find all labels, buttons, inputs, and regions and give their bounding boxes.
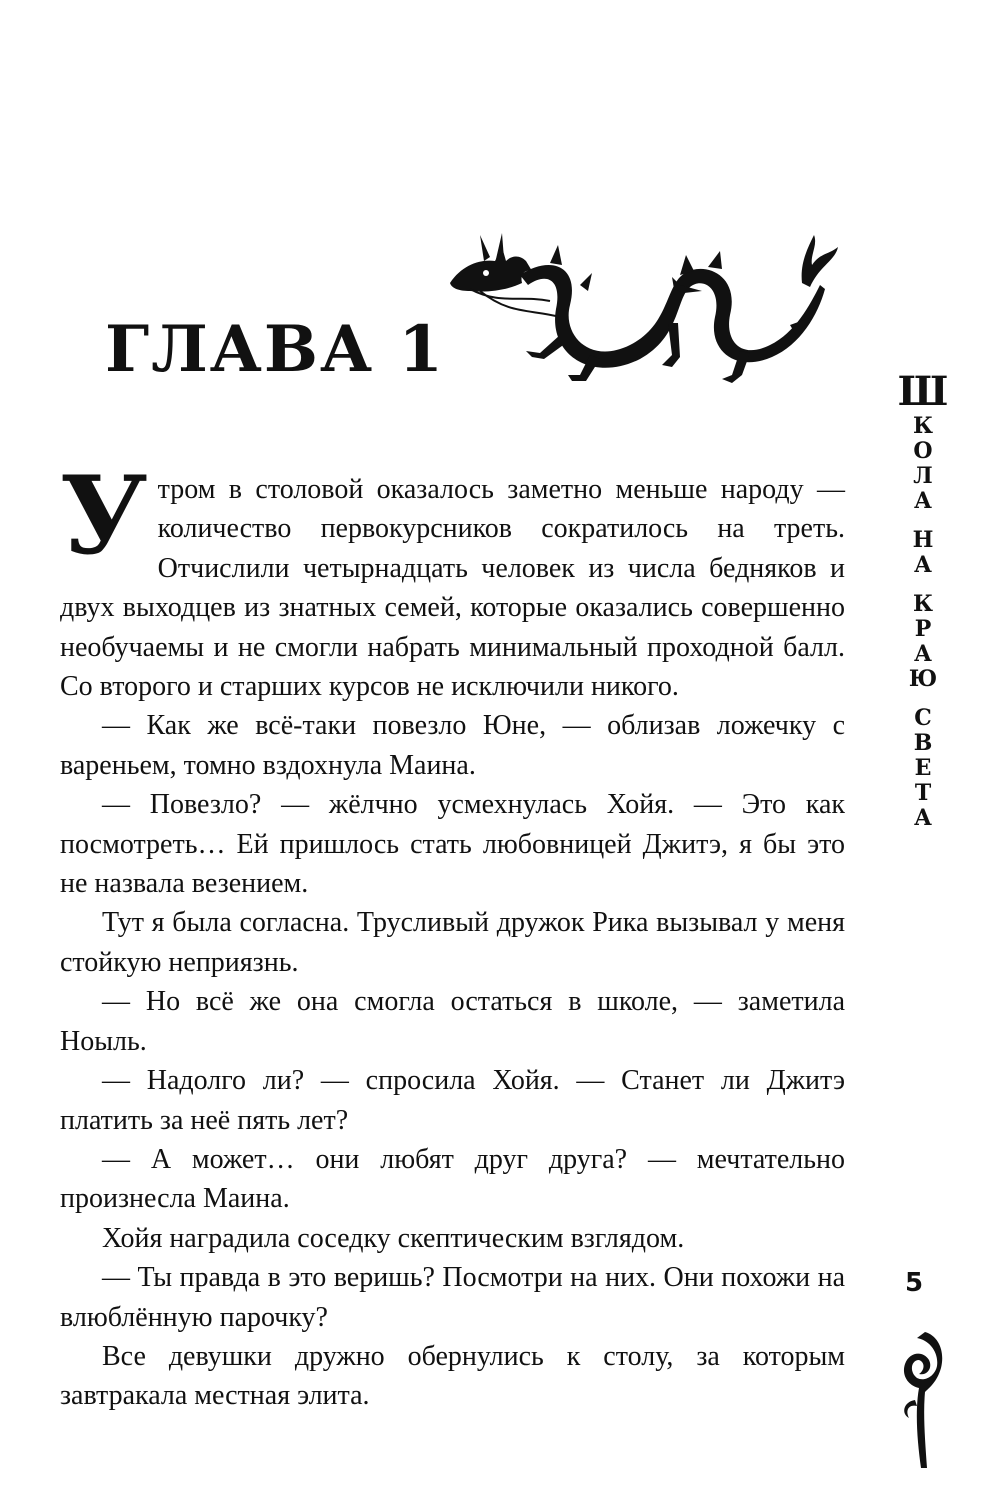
dragon-icon (440, 225, 840, 385)
spine-letter: Л (913, 463, 933, 489)
spine-letter: Р (914, 616, 932, 642)
spine-letter: Е (914, 755, 932, 781)
spine-letter: Т (914, 780, 932, 806)
spine-letter: Ш (897, 368, 949, 415)
paragraph-5: — Но всё же она смогла остаться в школе, — заметила Ноыль. (60, 986, 845, 1057)
chapter-title: ГЛАВА 1 (105, 312, 445, 387)
spine-letter: Ю (908, 666, 938, 692)
spine-letter: К (912, 591, 933, 617)
paragraph-10: Все девушки дружно обернулись к столу, за которым завтракала местная элита. (60, 1340, 845, 1412)
drop-cap: У (60, 453, 148, 579)
spine-letter: О (913, 438, 933, 464)
paragraph-3: — Повезло? — жёлчно усмехнулась Хойя. — Это как посмотреть… Ей пришлось стать любовницей Джитэ, я бы это не назвала везением. (60, 789, 845, 900)
spine-letter: А (914, 641, 932, 667)
spine-letter: А (914, 805, 932, 831)
spine-letter: А (914, 488, 932, 514)
spine-letter: А (914, 552, 932, 578)
page-number: 5 (905, 1268, 924, 1298)
spine-letter: С (914, 705, 932, 731)
paragraph-text: тром в столовой оказалось заметно меньше народу — количество первокурсников сократилось на треть. Отчислили четырнадцать человек из числа бедняков и двух выходцев из знатных семей, которые оказались совершенно необучаемы и не смогли набрать минимальный проходной балл. Со второго и старших курсов не исключили никого. (60, 474, 845, 703)
paragraph-1 (60, 453, 845, 706)
paragraph-6: — Надолго ли? — спросила Хойя. — Станет ли Джитэ платить за неё пять лет? (60, 1065, 845, 1136)
paragraph-9: — Ты правда в это веришь? Посмотри на них. Они похожи на влюблённую парочку? (60, 1262, 845, 1333)
flourish-ornament-icon (895, 1330, 945, 1470)
book-title-spine (893, 370, 953, 831)
spine-letter: В (913, 730, 933, 756)
paragraph-4: Тут я была согласна. Трусливый дружок Рика вызывал у меня стойкую неприязнь. (60, 907, 845, 978)
spine-letter: Н (912, 527, 934, 553)
spine-letter: К (912, 413, 933, 439)
paragraph-7: — А может… они любят друг друга? — мечтательно произнесла Маина. (60, 1143, 845, 1215)
paragraph-8: Хойя наградила соседку скептическим взглядом. (102, 1222, 685, 1254)
paragraph-2: — Как же всё-таки повезло Юне, — облизав ложечку с вареньем, томно вздохнула Маина. (60, 710, 845, 781)
body-text (60, 453, 845, 1416)
